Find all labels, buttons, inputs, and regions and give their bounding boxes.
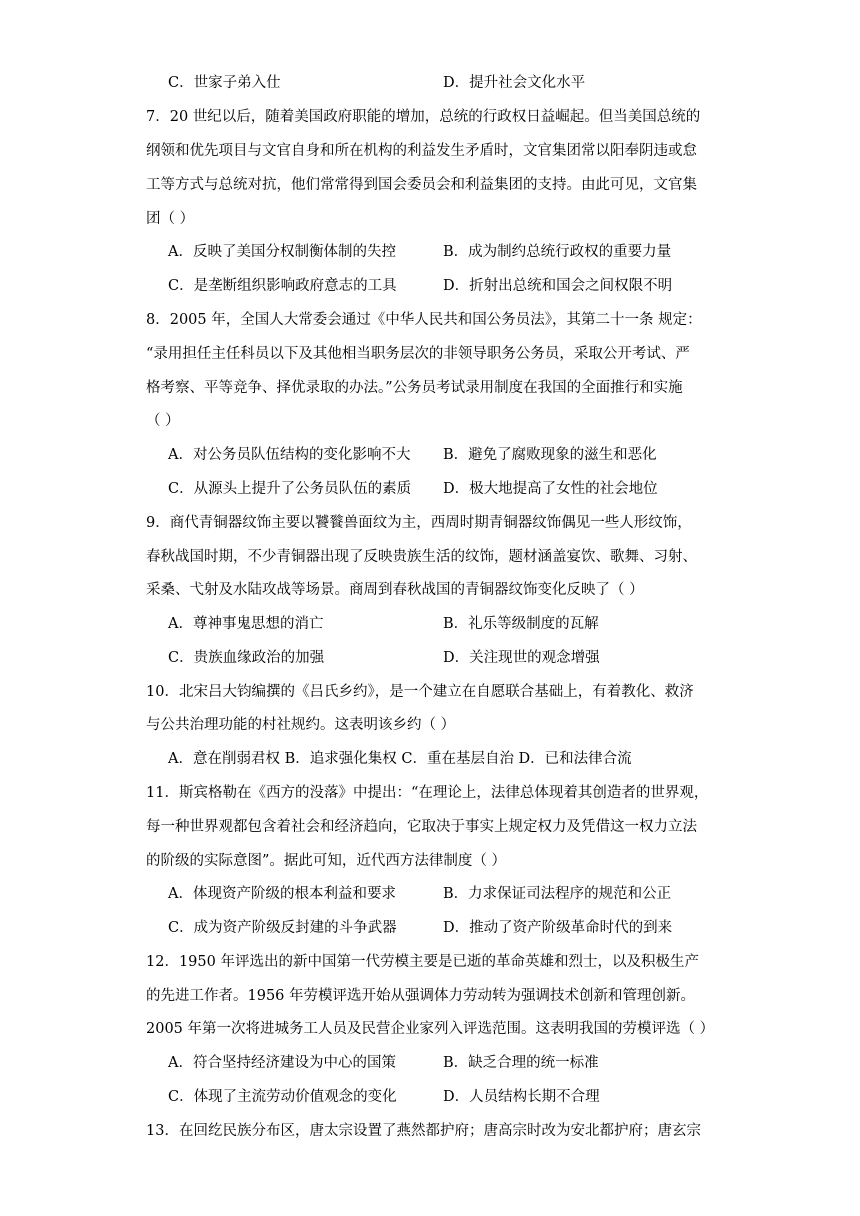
q11-option-b: B．力求保证司法程序的规范和公正 (443, 886, 672, 902)
q7-stem-line: 工等方式与总统对抗，他们常常得到国会委员会和利益集团的支持。由此可见，文官集 (146, 177, 697, 193)
q8-option-c: C．从源头上提升了公务员队伍的素质 (168, 481, 412, 497)
q7-option-a: A．反映了美国分权制衡体制的失控 (168, 244, 396, 260)
q11-stem-line: 11．斯宾格勒在《西方的没落》中提出：“在理论上，法律总体现着其创造者的世界观， (146, 785, 709, 801)
q9-stem-line: 春秋战国时期，不少青铜器出现了反映贵族生活的纹饰，题材涵盖宴饮、歌舞、习射、 (146, 549, 697, 565)
q8-option-d: D．极大地提高了女性的社会地位 (443, 481, 658, 497)
q12-option-d: D．人员结构长期不合理 (443, 1089, 600, 1105)
q11-option-c: C．成为资产阶级反封建的斗争武器 (168, 920, 397, 936)
q7-option-d: D．折射出总统和国会之间权限不明 (443, 278, 673, 294)
q9-option-b: B．礼乐等级制度的瓦解 (443, 616, 599, 632)
q11-stem-line: 的阶级的实际意图”。据此可知，近代西方法律制度（ ） (146, 853, 507, 869)
q6-option-d: D．提升社会文化水平 (443, 75, 586, 91)
q8-option-a: A．对公务员队伍结构的变化影响不大 (168, 447, 411, 463)
q12-option-b: B．缺乏合理的统一标准 (443, 1055, 599, 1071)
q10-options: A．意在削弱君权 B．追求强化集权 C．重在基层自治 D．已和法律合流 (168, 751, 632, 767)
q7-option-c: C．是垄断组织影响政府意志的工具 (168, 278, 397, 294)
q9-stem-line: 采桑、弋射及水陆攻战等场景。商周到春秋战国的青铜器纹饰变化反映了（ ） (146, 582, 644, 598)
q8-stem-line: 格考察、平等竞争、择优录取的办法。”公务员考试录用制度在我国的全面推行和实施 (146, 380, 683, 396)
q13-stem-line: 13．在回纥民族分布区，唐太宗设置了燕然都护府；唐高宗时改为安北都护府；唐玄宗 (146, 1123, 701, 1139)
q11-stem-line: 每一种世界观都包含着社会和经济趋向，它取决于事实上规定权力及凭借这一权力立法 (146, 819, 697, 835)
q12-option-a: A．符合坚持经济建设为中心的国策 (168, 1055, 396, 1071)
q11-option-d: D．推动了资产阶级革命时代的到来 (443, 920, 673, 936)
q8-option-b: B．避免了腐败现象的滋生和恶化 (443, 447, 657, 463)
q11-option-a: A．体现资产阶级的根本利益和要求 (168, 886, 396, 902)
q9-stem-line: 9．商代青铜器纹饰主要以饕餮兽面纹为主，西周时期青铜器纹饰偶见一些人形纹饰， (146, 515, 692, 531)
q12-option-c: C．体现了主流劳动价值观念的变化 (168, 1089, 397, 1105)
q7-stem-line: 团（ ） (146, 211, 195, 227)
q12-stem-line: 12．1950 年评选出的新中国第一代劳模主要是已逝的革命英雄和烈士，以及积极生产 (146, 954, 699, 970)
q8-stem-line: （ ） (146, 413, 180, 429)
q12-stem-line: 的先进工作者。1956 年劳模评选开始从强调体力劳动转为强调技术创新和管理创新。 (146, 988, 696, 1004)
q12-stem-line: 2005 年第一次将进城务工人员及民营企业家列入评选范围。这表明我国的劳模评选（ ） (146, 1021, 715, 1037)
q10-stem-line: 与公共治理功能的村社规约。这表明该乡约（ ） (146, 717, 456, 733)
q9-option-d: D．关注现世的观念增强 (443, 650, 600, 666)
q9-option-c: C．贵族血缘政治的加强 (168, 650, 325, 666)
q8-stem-line: “录用担任主任科员以下及其他相当职务层次的非领导职务公务员，采取公开考试、严 (146, 346, 690, 362)
q8-stem-line: 8．2005 年，全国人大常委会通过《中华人民共和国公务员法》，其第二十一条 规定： (146, 312, 702, 328)
q6-option-c: C．世家子弟入仕 (168, 75, 281, 91)
q7-stem-line: 纲领和优先项目与文官自身和所在机构的利益发生矛盾时，文官集团常以阳奉阴违或怠 (146, 143, 697, 159)
q7-stem-line: 7．20 世纪以后，随着美国政府职能的增加，总统的行政权日益崛起。但当美国总统的 (146, 109, 701, 125)
q9-option-a: A．尊神事鬼思想的消亡 (168, 616, 324, 632)
q10-stem-line: 10．北宋吕大钧编撰的《吕氏乡约》，是一个建立在自愿联合基础上，有着教化、救济 (146, 684, 694, 700)
q7-option-b: B．成为制约总统行政权的重要力量 (443, 244, 672, 260)
